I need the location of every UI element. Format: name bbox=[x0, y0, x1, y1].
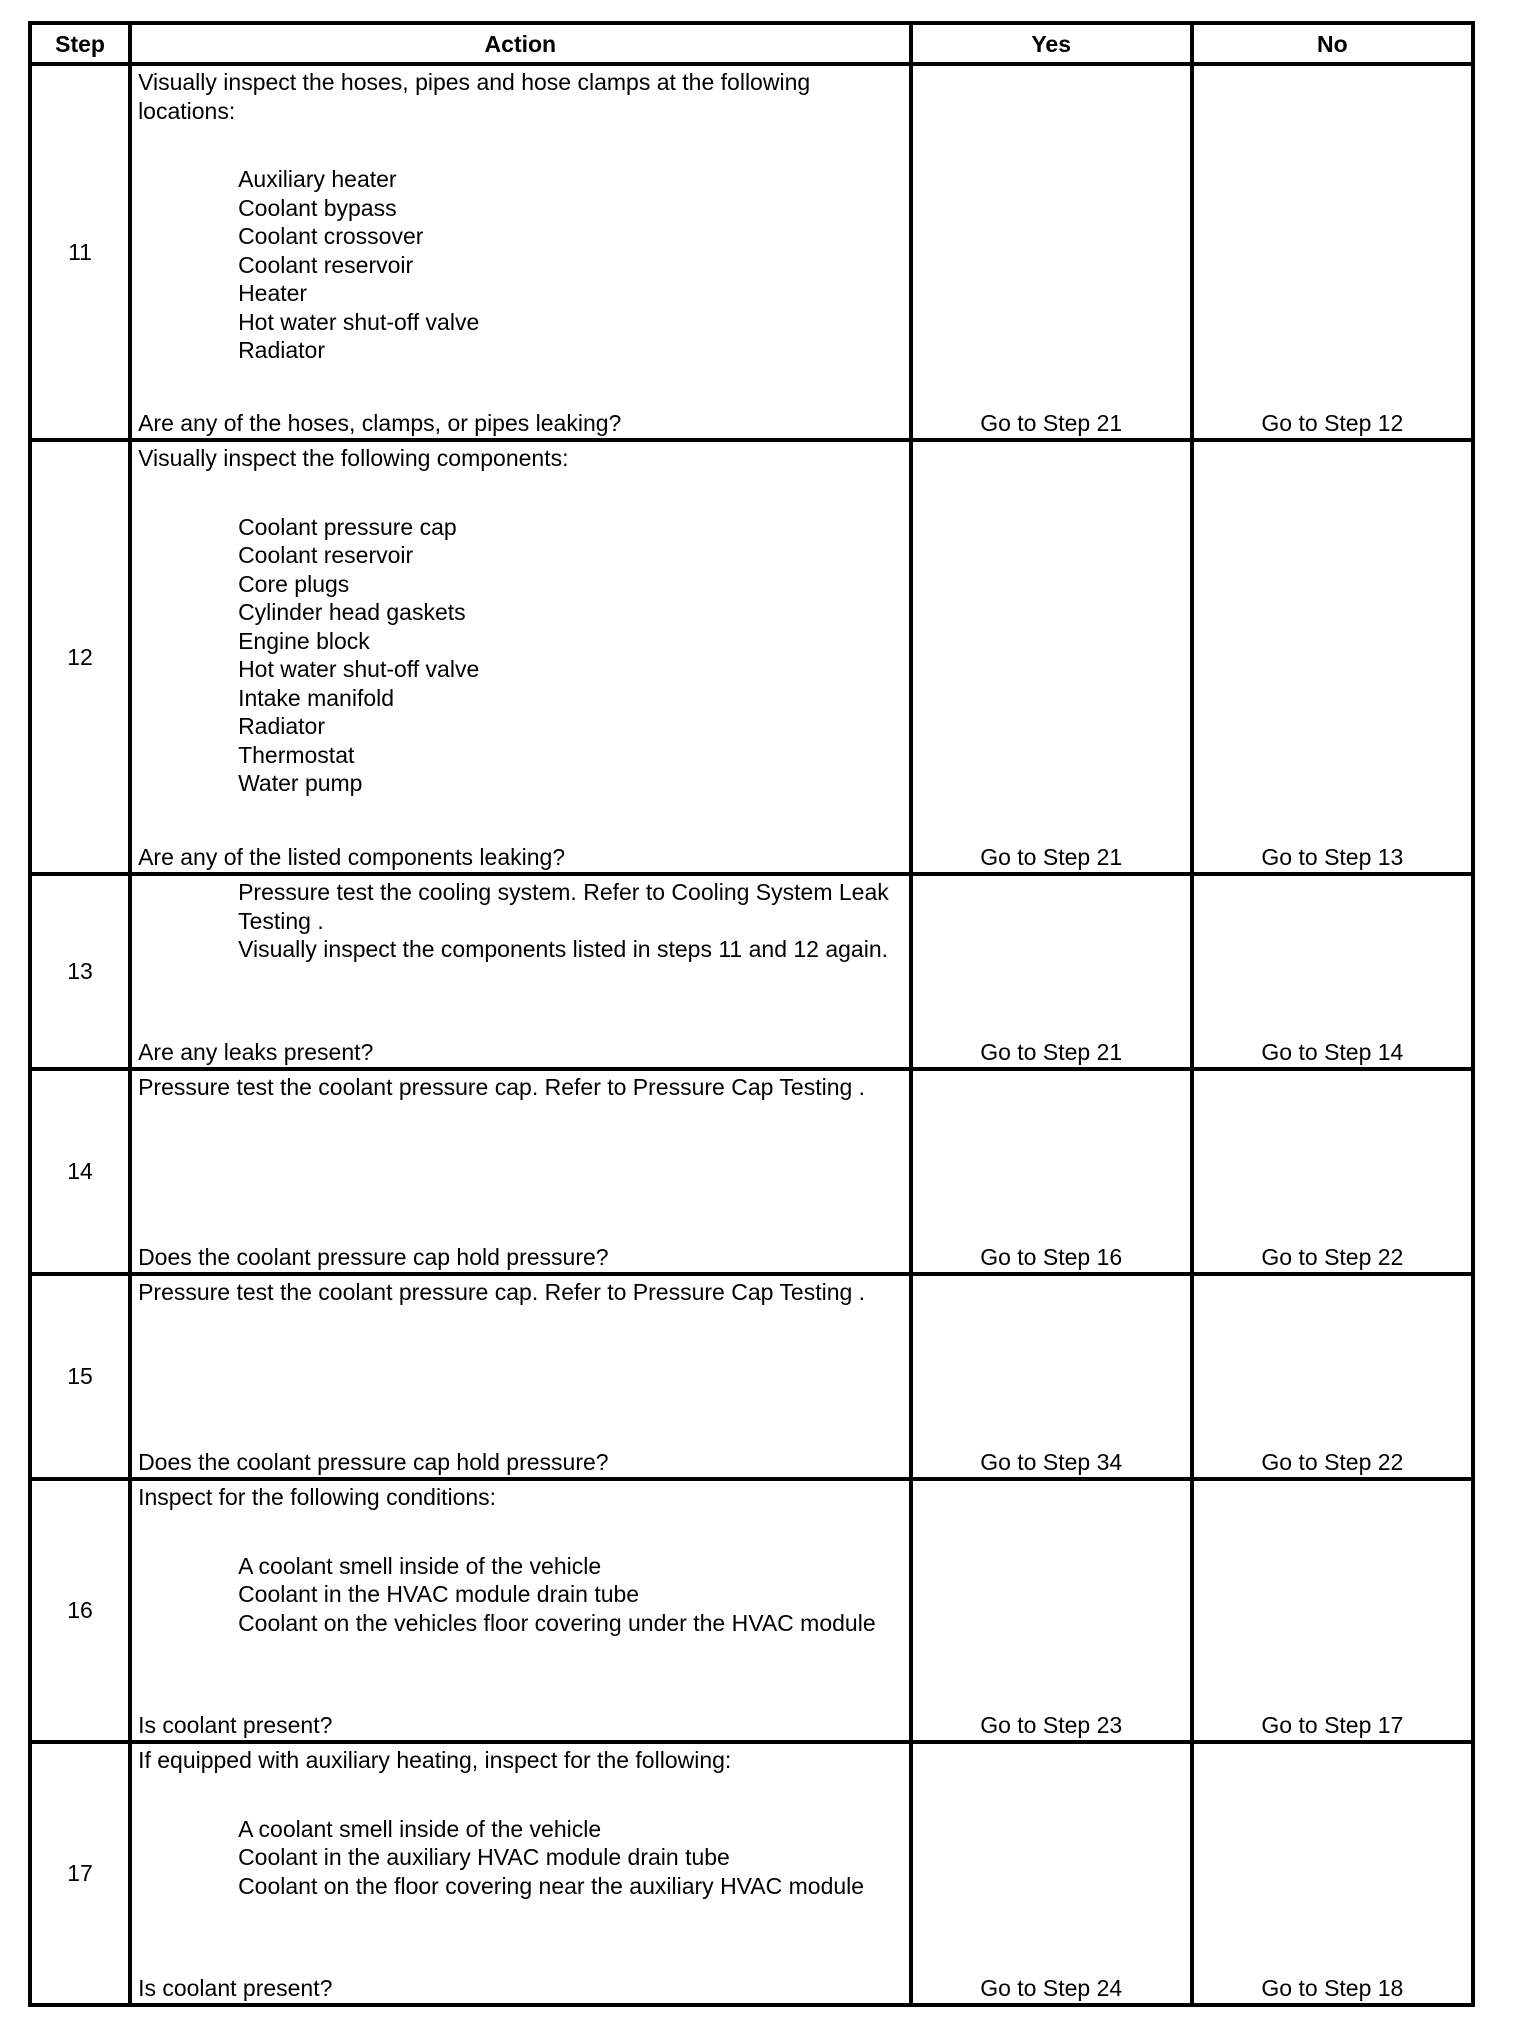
action-top bbox=[138, 1483, 903, 1677]
table-row bbox=[30, 1479, 1473, 1742]
table-row bbox=[30, 64, 1473, 440]
no-answer: Go to Step 17 bbox=[1261, 1712, 1404, 1738]
action-cell bbox=[130, 1069, 911, 1274]
no-answer: Go to Step 13 bbox=[1261, 844, 1404, 870]
action-question: Are any of the listed components leaking? bbox=[138, 843, 566, 870]
action-list-item: A coolant smell inside of the vehicle bbox=[238, 1552, 602, 1579]
action-list-item: Coolant crossover bbox=[238, 223, 424, 249]
action-top bbox=[138, 444, 903, 838]
action-list-item: A coolant smell inside of the vehicle bbox=[238, 1815, 602, 1842]
no-answer: Go to Step 14 bbox=[1261, 1039, 1404, 1065]
table-row bbox=[30, 874, 1473, 1069]
action-list-item: Coolant in the auxiliary HVAC module drain tube bbox=[238, 1844, 730, 1870]
yes-answer: Go to Step 24 bbox=[980, 1975, 1123, 2001]
action-list-item: Hot water shut-off valve bbox=[238, 656, 480, 682]
action-list-item: Coolant on the vehicles floor covering under the HVAC module bbox=[238, 1609, 876, 1636]
yes-cell bbox=[911, 874, 1192, 1069]
action-list-item: Visually inspect the components listed in steps 11 and 12 again. bbox=[238, 936, 889, 962]
yes-cell bbox=[911, 1479, 1192, 1742]
step-number: 16 bbox=[30, 1479, 130, 1742]
yes-answer: Go to Step 21 bbox=[980, 844, 1123, 870]
action-list-item: Water pump bbox=[238, 770, 363, 796]
action-intro: Pressure test the coolant pressure cap. Refer to Pressure Cap Testing . bbox=[138, 1279, 866, 1305]
yes-answer: Go to Step 16 bbox=[980, 1244, 1123, 1270]
yes-cell bbox=[911, 440, 1192, 874]
table-body bbox=[30, 64, 1473, 2005]
action-question: Does the coolant pressure cap hold pressure? bbox=[138, 1243, 609, 1270]
step-number: 12 bbox=[30, 440, 130, 874]
action-cell bbox=[130, 874, 911, 1069]
action-list bbox=[138, 1815, 903, 1901]
action-list-item: Coolant on the floor covering near the auxiliary HVAC module bbox=[238, 1872, 865, 1899]
step-number: 14 bbox=[30, 1069, 130, 1274]
action-list-item: Coolant bypass bbox=[238, 194, 397, 221]
action-list-item: Core plugs bbox=[238, 570, 350, 597]
action-list-item: Hot water shut-off valve bbox=[238, 308, 480, 335]
action-list-item: Coolant reservoir bbox=[238, 251, 414, 278]
step-number: 11 bbox=[30, 64, 130, 440]
no-cell bbox=[1192, 440, 1473, 874]
action-cell bbox=[130, 1742, 911, 2005]
action-content bbox=[132, 1071, 909, 1272]
table-row bbox=[30, 1274, 1473, 1479]
header-no: No bbox=[1192, 23, 1473, 64]
action-intro: Visually inspect the hoses, pipes and hose clamps at the following locations: bbox=[138, 69, 811, 124]
yes-answer: Go to Step 21 bbox=[980, 1039, 1123, 1065]
header-yes: Yes bbox=[911, 23, 1192, 64]
action-content bbox=[132, 1744, 909, 2003]
no-cell bbox=[1192, 1479, 1473, 1742]
yes-answer: Go to Step 21 bbox=[980, 410, 1123, 436]
action-intro: Pressure test the coolant pressure cap. Refer to Pressure Cap Testing . bbox=[138, 1074, 866, 1100]
action-list bbox=[138, 878, 903, 964]
header-step: Step bbox=[30, 23, 130, 64]
yes-cell bbox=[911, 64, 1192, 440]
action-list-item: Engine block bbox=[238, 627, 370, 654]
no-cell bbox=[1192, 1069, 1473, 1274]
yes-answer: Go to Step 34 bbox=[980, 1449, 1123, 1475]
step-number: 17 bbox=[30, 1742, 130, 2005]
action-content bbox=[132, 442, 909, 872]
action-intro: Visually inspect the following components: bbox=[138, 445, 569, 471]
table-row bbox=[30, 1069, 1473, 1274]
action-intro: If equipped with auxiliary heating, inspect for the following: bbox=[138, 1747, 732, 1773]
no-cell bbox=[1192, 1742, 1473, 2005]
action-list-item: Radiator bbox=[238, 713, 325, 739]
action-top bbox=[138, 1746, 903, 1940]
action-list-item: Radiator bbox=[238, 337, 325, 363]
diagnostic-table bbox=[28, 21, 1475, 2007]
step-number: 15 bbox=[30, 1274, 130, 1479]
action-intro: Inspect for the following conditions: bbox=[138, 1484, 497, 1510]
header-row bbox=[30, 23, 1473, 64]
action-content bbox=[132, 876, 909, 1067]
action-list bbox=[138, 1552, 903, 1638]
action-question: Is coolant present? bbox=[138, 1711, 333, 1738]
action-list-item: Intake manifold bbox=[238, 684, 395, 711]
action-list-item: Pressure test the cooling system. Refer to Cooling System Leak Testing . bbox=[238, 879, 889, 934]
yes-cell bbox=[911, 1742, 1192, 2005]
action-cell bbox=[130, 1274, 911, 1479]
action-list bbox=[138, 513, 903, 798]
action-list-item: Cylinder head gaskets bbox=[238, 599, 466, 625]
yes-cell bbox=[911, 1274, 1192, 1479]
action-list bbox=[138, 165, 903, 365]
action-list-item: Coolant reservoir bbox=[238, 542, 414, 568]
action-cell bbox=[130, 64, 911, 440]
action-question: Are any of the hoses, clamps, or pipes leaking? bbox=[138, 409, 622, 436]
action-top bbox=[138, 878, 903, 994]
table-row bbox=[30, 440, 1473, 874]
no-cell bbox=[1192, 874, 1473, 1069]
action-list-item: Coolant in the HVAC module drain tube bbox=[238, 1581, 640, 1607]
action-question: Are any leaks present? bbox=[138, 1038, 374, 1065]
table-row bbox=[30, 1742, 1473, 2005]
action-question: Does the coolant pressure cap hold pressure? bbox=[138, 1448, 609, 1475]
no-cell bbox=[1192, 64, 1473, 440]
action-list-item: Coolant pressure cap bbox=[238, 513, 457, 540]
action-content bbox=[132, 1481, 909, 1740]
no-answer: Go to Step 22 bbox=[1261, 1449, 1404, 1475]
action-list-item: Thermostat bbox=[238, 741, 355, 768]
action-cell bbox=[130, 440, 911, 874]
yes-answer: Go to Step 23 bbox=[980, 1712, 1123, 1738]
action-content bbox=[132, 66, 909, 438]
action-top bbox=[138, 1073, 903, 1102]
action-question: Is coolant present? bbox=[138, 1974, 333, 2001]
no-answer: Go to Step 22 bbox=[1261, 1244, 1404, 1270]
header-action: Action bbox=[130, 23, 911, 64]
action-list-item: Auxiliary heater bbox=[238, 166, 397, 192]
action-cell bbox=[130, 1479, 911, 1742]
action-top bbox=[138, 1278, 903, 1307]
step-number: 13 bbox=[30, 874, 130, 1069]
no-answer: Go to Step 12 bbox=[1261, 410, 1404, 436]
action-list-item: Heater bbox=[238, 280, 308, 306]
action-top bbox=[138, 68, 903, 405]
no-answer: Go to Step 18 bbox=[1261, 1975, 1404, 2001]
yes-cell bbox=[911, 1069, 1192, 1274]
diagnostic-table-page bbox=[28, 21, 1475, 2007]
no-cell bbox=[1192, 1274, 1473, 1479]
action-content bbox=[132, 1276, 909, 1477]
